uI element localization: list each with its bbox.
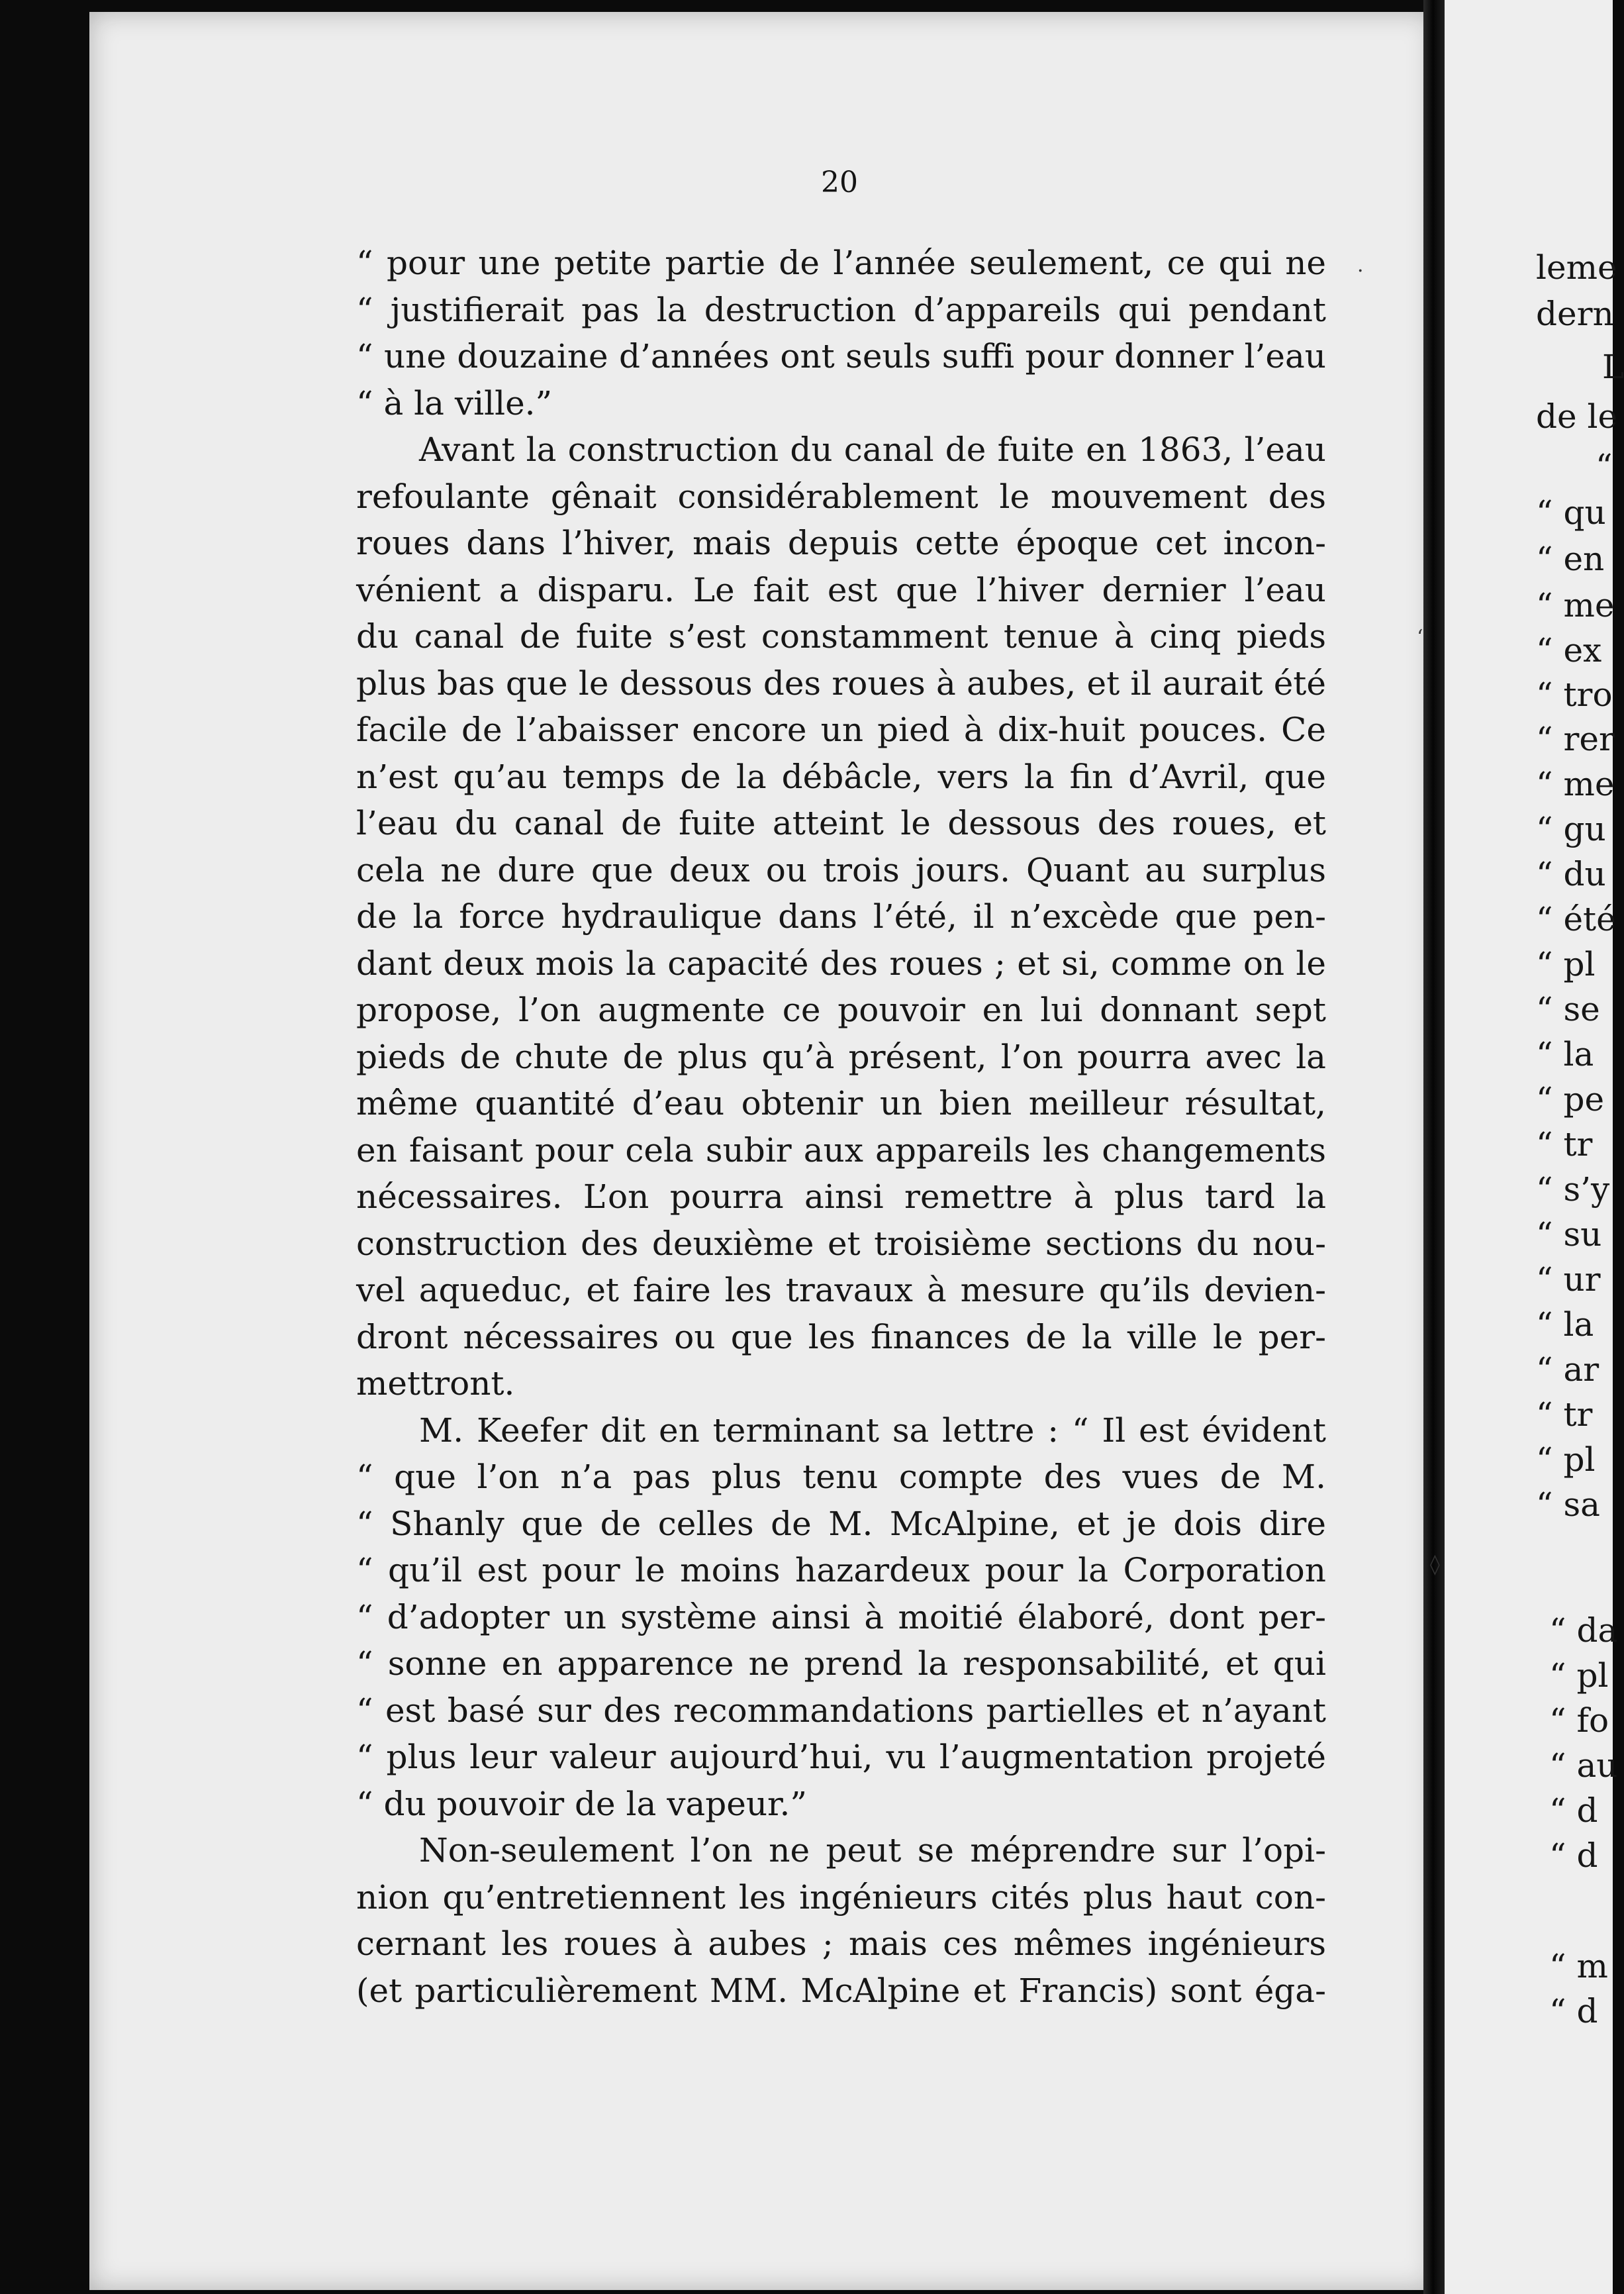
right-page-fragment: de le — [1536, 397, 1618, 436]
right-page-fragment: “ en — [1536, 540, 1605, 578]
text-line: cernant les roues à aubes ; mais ces mêmes ingénieurs — [356, 1924, 1326, 1963]
right-page-fragment: “ pl — [1536, 945, 1596, 983]
right-page-fragment: “ rer — [1536, 720, 1615, 758]
text-line: “ sonne en apparence ne prend la responsabilité, et qui — [356, 1644, 1326, 1683]
right-page-fragment: “ — [1596, 447, 1613, 485]
right-page-fragment: leme — [1536, 248, 1617, 287]
text-line: même quantité d’eau obtenir un bien meilleur résultat, — [356, 1084, 1326, 1122]
text-line: en faisant pour cela subir aux appareils les changements — [356, 1130, 1326, 1170]
right-page-fragment: “ tro — [1536, 675, 1613, 714]
text-line: propose, l’on augmente ce pouvoir en lui donnant sept — [356, 991, 1326, 1029]
text-line: cela ne dure que deux ou trois jours. Quant au surplus — [356, 850, 1326, 889]
book-gutter — [1423, 0, 1445, 2294]
text-line: l’eau du canal de fuite atteint le dessous des roues, et — [356, 804, 1326, 842]
text-line: “ plus leur valeur aujourd’hui, vu l’augmentation projeté — [356, 1738, 1326, 1776]
right-page-fragment: L — [1602, 348, 1624, 386]
right-page-fragment: “ gu — [1536, 810, 1606, 848]
right-page-fragment: “ se — [1536, 990, 1600, 1028]
right-page-fragment: “ la — [1536, 1035, 1594, 1073]
text-line: du canal de fuite s’est constamment tenue à cinq pieds — [356, 617, 1326, 656]
right-page-fragment: “ ar — [1536, 1350, 1600, 1389]
text-line: vénient a disparu. Le fait est que l’hiver dernier l’eau — [356, 570, 1326, 609]
text-line: “ Shanly que de celles de M. McAlpine, et je dois dire — [356, 1504, 1326, 1543]
text-line: mettront. — [356, 1364, 515, 1403]
text-line: “ qu’il est pour le moins hazardeux pour la Corporation — [356, 1551, 1326, 1589]
margin-dot: · — [1357, 260, 1364, 283]
text-line: “ du pouvoir de la vapeur.” — [356, 1784, 807, 1823]
right-page-fragment: “ s’y — [1536, 1170, 1610, 1209]
text-line: pieds de chute de plus qu’à présent, l’on pourra avec la — [356, 1037, 1326, 1076]
text-line: “ justifierait pas la destruction d’appareils qui pendant — [356, 290, 1326, 329]
text-line: construction des deuxième et troisième sections du nou- — [356, 1224, 1326, 1263]
right-page-fragment: “ pl — [1536, 1440, 1596, 1479]
text-line: M. Keefer dit en terminant sa lettre : “ Il est évident — [419, 1411, 1326, 1450]
text-line: “ est basé sur des recommandations partielles et n’ayant — [356, 1691, 1326, 1730]
text-line: Avant la construction du canal de fuite en 1863, l’eau — [419, 430, 1326, 469]
text-line: roues dans l’hiver, mais depuis cette époque cet incon- — [356, 524, 1326, 562]
right-page-fragment: “ qu — [1536, 493, 1606, 532]
right-page-fragment: “ sa — [1536, 1485, 1600, 1524]
right-page-fragment: “ pe — [1536, 1080, 1605, 1119]
text-line: “ d’adopter un système ainsi à moitié élaboré, dont per- — [356, 1597, 1326, 1636]
text-line: “ pour une petite partie de l’année seulement, ce qui ne — [356, 244, 1326, 282]
right-page-fragment: “ fo — [1549, 1701, 1609, 1740]
right-page-fragment: “ d — [1549, 1836, 1598, 1875]
right-page-fragment: “ tr — [1536, 1395, 1593, 1434]
right-page-fragment: “ ex — [1536, 631, 1602, 670]
right-page-fragment: “ su — [1536, 1215, 1602, 1254]
right-page-fragment: “ me — [1536, 765, 1615, 803]
right-page-fragment: “ d — [1549, 1791, 1598, 1830]
text-line: nion qu’entretiennent les ingénieurs cités plus haut con- — [356, 1877, 1326, 1917]
text-line: de la force hydraulique dans l’été, il n’excède que pen- — [356, 897, 1326, 936]
text-line: “ à la ville.” — [356, 383, 553, 423]
margin-mark: ‘ — [1417, 626, 1423, 649]
right-page-fragment: “ la — [1536, 1305, 1594, 1344]
right-page-fragment: “ ur — [1536, 1260, 1601, 1299]
right-page-fragment: “ m — [1549, 1947, 1608, 1985]
right-page-fragment: “ au — [1549, 1746, 1618, 1785]
right-page-fragment: “ me — [1536, 586, 1615, 624]
text-line: vel aqueduc, et faire les travaux à mesure qu’ils devien- — [356, 1271, 1326, 1309]
right-page-fragment: “ tr — [1536, 1125, 1593, 1164]
page-number: 20 — [821, 166, 858, 199]
text-line: Non-seulement l’on ne peut se méprendre sur l’opi- — [419, 1831, 1326, 1870]
text-line: n’est qu’au temps de la débâcle, vers la fin d’Avril, que — [356, 757, 1326, 796]
text-line: “ que l’on n’a pas plus tenu compte des vues de M. — [356, 1458, 1326, 1496]
text-line: facile de l’abaisser encore un pied à dix-huit pouces. Ce — [356, 711, 1326, 749]
right-page-fragment: dern — [1536, 295, 1614, 333]
right-page-fragment: “ d — [1549, 1992, 1598, 2030]
right-page-fragment: “ été — [1536, 900, 1616, 938]
right-page-fragment: “ da — [1549, 1611, 1618, 1650]
text-line: “ une douzaine d’années ont seuls suffi pour donner l’eau — [356, 337, 1326, 375]
text-line: (et particulièrement MM. McAlpine et Francis) sont éga- — [356, 1971, 1326, 2010]
margin-mark: ◊ — [1430, 1553, 1440, 1576]
text-line: plus bas que le dessous des roues à aubes, et il aurait été — [356, 664, 1326, 703]
text-line: nécessaires. L’on pourra ainsi remettre à plus tard la — [356, 1177, 1326, 1216]
text-line: dront nécessaires ou que les finances de la ville le per- — [356, 1317, 1326, 1356]
left-page-body-text — [356, 240, 1326, 2014]
text-line: refoulante gênait considérablement le mouvement des — [356, 477, 1326, 516]
right-page-fragment: “ pl — [1549, 1656, 1609, 1695]
text-line: dant deux mois la capacité des roues ; et si, comme on le — [356, 944, 1326, 983]
right-page-fragment: “ du — [1536, 855, 1606, 893]
